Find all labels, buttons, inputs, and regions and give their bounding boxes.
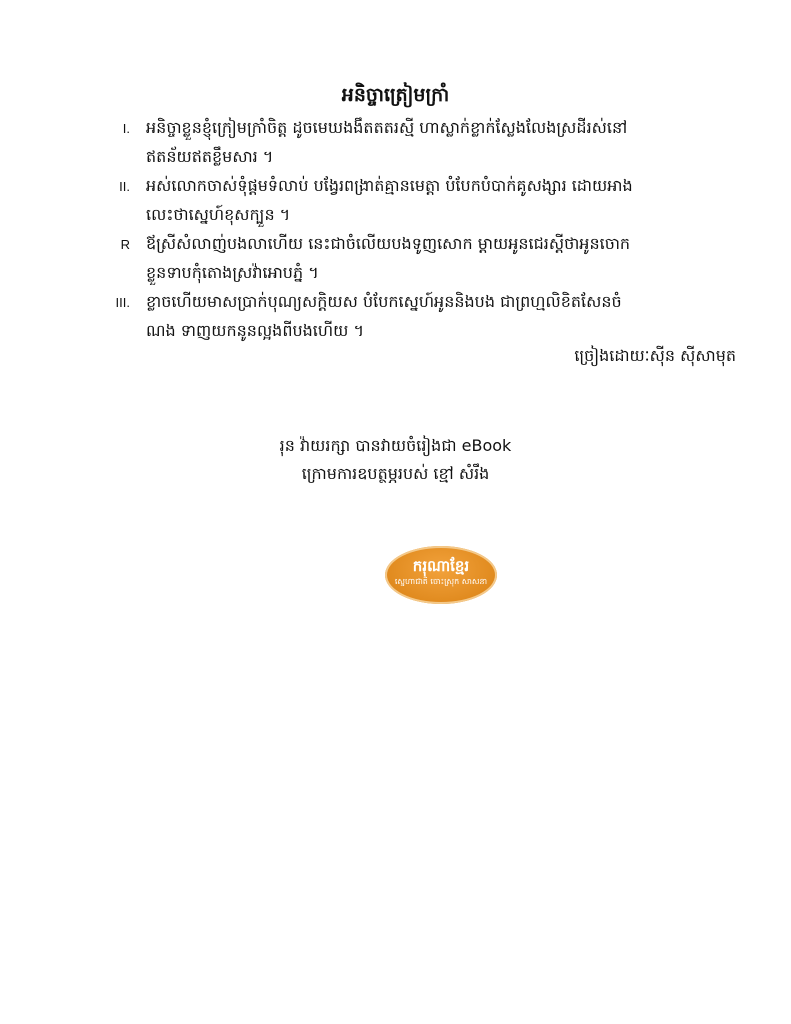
verse-line: អស់លោកចាស់ទុំផ្តមទំលាប់ បង្វែរពង្រាត់គ្មានមេត្តា បំបែកបំបាក់គូសង្សារ ដោយអាង bbox=[146, 176, 633, 195]
verse-line: ខ្លាចហើយមាសប្រាក់បុណ្យសក្តិយស បំបែកស្នេហ៍អូននិងបង ជាព្រហ្មលិខិតសែនចំ bbox=[146, 292, 622, 311]
logo-motto: ស្នេហាជាតិ ចោះស្រុក សាសនា bbox=[394, 577, 488, 586]
verse-number: III. bbox=[115, 295, 130, 310]
logo bbox=[385, 546, 497, 604]
sponsor-credit: ក្រោមការឧបត្ថម្ភរបស់ ខ្មៅ សំរឹង bbox=[301, 464, 490, 483]
author-credit: ច្រៀងដោយៈស៊ីន ស៊ីសាមុត bbox=[574, 346, 736, 365]
verse-line: ឥតន័យឥតខ្លឹមសារ ។ bbox=[146, 147, 274, 166]
verse-line: ឪស្រីសំលាញ់បងលាហើយ នេះជាចំលើយបងទូញសោក ម្តាយអូនជេរស្តីថាអូនចោក bbox=[146, 234, 631, 253]
verse-line: ខ្លួនទាបកុំតោងស្រវ៉ាអោបភ្នំ ។ bbox=[146, 263, 319, 282]
verse-line: ណង ទាញយកនូនល្អងពីបងហើយ ។ bbox=[146, 321, 364, 340]
verse-line: លេះថាស្នេហ៍ខុសក្បួន ។ bbox=[146, 205, 291, 224]
verse-number: I. bbox=[122, 121, 130, 136]
logo-title: ករុណាខ្មែរ bbox=[412, 557, 470, 575]
verse-number: R bbox=[120, 237, 130, 252]
page-title: អនិច្ចាត្រៀមក្រាំ bbox=[341, 84, 450, 106]
typist-credit: រុន វ៉ាយរក្សា បានវាយចំរៀងជា eBook bbox=[279, 436, 512, 455]
verse-number: II. bbox=[119, 179, 130, 194]
verse-line: អនិច្ចាខ្លួនខ្ញុំក្រៀមក្រាំចិត្ត ដូចមេឃងងឹតតតរស្មី ហាស្លាក់ខ្លាក់ស្លែងលែងស្រដីរស់នៅ bbox=[146, 118, 628, 137]
